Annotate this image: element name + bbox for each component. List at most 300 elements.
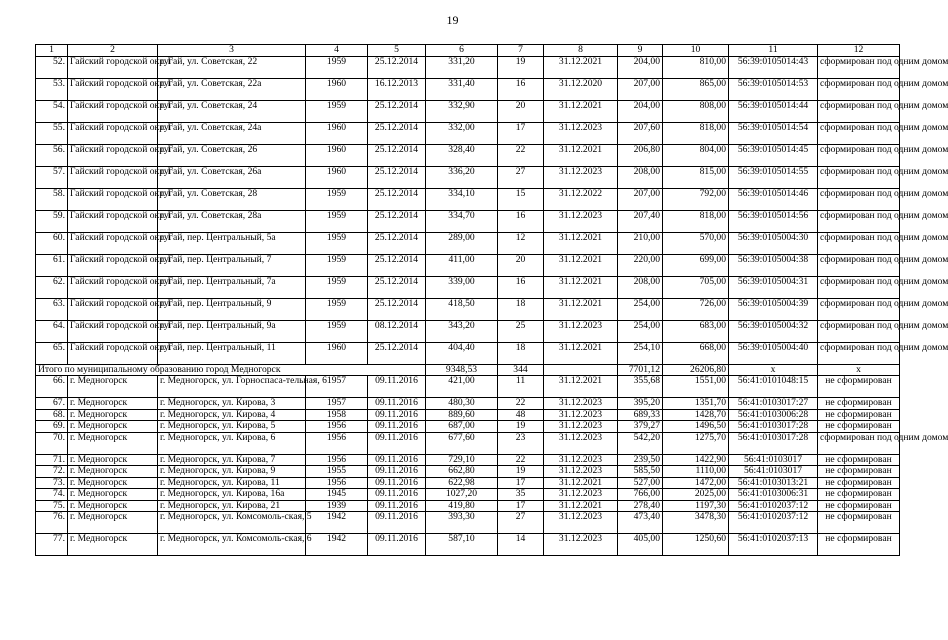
cadastral-number-cell: 56:41:0103017:28 <box>729 421 818 433</box>
cadastral-value-cell: 699,00 <box>663 254 729 276</box>
municipality-cell: Гайский городской округ <box>68 210 158 232</box>
resettlement-date-cell: 31.12.2021 <box>544 56 618 78</box>
address-cell: г. Гай, ул. Советская, 26 <box>158 144 306 166</box>
build-year-cell: 1959 <box>306 298 368 320</box>
land-area-cell: 210,00 <box>618 232 663 254</box>
total-area-cell: 339,00 <box>426 276 498 298</box>
address-cell: г. Гай, ул. Советская, 22а <box>158 78 306 100</box>
cadastral-number-cell: 56:39:0105004:39 <box>729 298 818 320</box>
land-area-cell: 278,40 <box>618 500 663 512</box>
resettlement-date-cell: 31.12.2023 <box>544 166 618 188</box>
municipality-cell: Гайский городской округ <box>68 56 158 78</box>
land-area-cell: 405,00 <box>618 534 663 556</box>
resettlement-date-cell: 31.12.2023 <box>544 512 618 534</box>
cadastral-number-cell: 56:41:0102037:12 <box>729 500 818 512</box>
survey-date-cell: 25.12.2014 <box>368 56 426 78</box>
row-number-cell: 77. <box>36 534 68 556</box>
land-area-cell: 254,10 <box>618 342 663 364</box>
land-status-cell: сформирован под одним домом <box>818 232 900 254</box>
residents-cell: 17 <box>498 122 544 144</box>
land-status-cell: не сформирован <box>818 409 900 421</box>
residents-cell: 22 <box>498 454 544 466</box>
build-year-cell: 1955 <box>306 466 368 478</box>
resettlement-date-cell: 31.12.2020 <box>544 78 618 100</box>
cadastral-value-cell: 1472,00 <box>663 477 729 489</box>
residents-cell: 25 <box>498 320 544 342</box>
residents-cell: 14 <box>498 534 544 556</box>
row-number-cell: 62. <box>36 276 68 298</box>
table-row <box>36 276 900 298</box>
land-status-cell: сформирован под одним домом <box>818 100 900 122</box>
build-year-cell: 1960 <box>306 144 368 166</box>
total-area-cell: 334,70 <box>426 210 498 232</box>
build-year-cell: 1956 <box>306 454 368 466</box>
row-number-cell: 71. <box>36 454 68 466</box>
build-year-cell: 1956 <box>306 421 368 433</box>
land-status-cell: сформирован под одним домом <box>818 342 900 364</box>
cadastral-value-cell: 1250,60 <box>663 534 729 556</box>
residents-cell: 17 <box>498 500 544 512</box>
address-cell: г. Гай, ул. Советская, 24а <box>158 122 306 144</box>
survey-date-cell: 09.11.2016 <box>368 421 426 433</box>
header-cell: 6 <box>426 45 498 57</box>
address-cell: г. Медногорск, ул. Комсомоль-ская, 6 <box>158 534 306 556</box>
address-cell: г. Медногорск, ул. Горноспаса-тельная, 6 <box>158 376 306 398</box>
address-cell: г. Гай, ул. Советская, 24 <box>158 100 306 122</box>
cadastral-value-cell: 804,00 <box>663 144 729 166</box>
cadastral-value-cell: 705,00 <box>663 276 729 298</box>
survey-date-cell: 09.11.2016 <box>368 409 426 421</box>
total-area-cell: 480,30 <box>426 398 498 410</box>
row-number-cell: 75. <box>36 500 68 512</box>
cadastral-number-cell: 56:39:0105014:44 <box>729 100 818 122</box>
land-area-cell: 206,80 <box>618 144 663 166</box>
residents-cell: 16 <box>498 78 544 100</box>
row-number-cell: 59. <box>36 210 68 232</box>
survey-date-cell: 25.12.2014 <box>368 122 426 144</box>
municipality-cell: Гайский городской округ <box>68 144 158 166</box>
table-row <box>36 342 900 364</box>
table-row <box>36 210 900 232</box>
survey-date-cell: 09.11.2016 <box>368 376 426 398</box>
row-number-cell: 74. <box>36 489 68 501</box>
survey-date-cell: 09.11.2016 <box>368 432 426 454</box>
cadastral-number-cell: 56:41:0103013:21 <box>729 477 818 489</box>
total-area-cell: 334,10 <box>426 188 498 210</box>
build-year-cell: 1959 <box>306 188 368 210</box>
build-year-cell: 1959 <box>306 210 368 232</box>
address-cell: г. Медногорск, ул. Комсомоль-ская, 5 <box>158 512 306 534</box>
build-year-cell: 1957 <box>306 398 368 410</box>
table-row <box>36 122 900 144</box>
header-cell: 4 <box>306 45 368 57</box>
municipality-cell: Гайский городской округ <box>68 122 158 144</box>
survey-date-cell: 09.11.2016 <box>368 512 426 534</box>
cadastral-value-cell: 1496,50 <box>663 421 729 433</box>
table-row <box>36 100 900 122</box>
land-area-cell: 207,00 <box>618 78 663 100</box>
cadastral-value-cell: 818,00 <box>663 122 729 144</box>
total-area-cell: 418,50 <box>426 298 498 320</box>
total-cell <box>544 364 618 376</box>
row-number-cell: 72. <box>36 466 68 478</box>
resettlement-date-cell: 31.12.2023 <box>544 454 618 466</box>
total-cell: х <box>818 364 900 376</box>
address-cell: г. Гай, ул. Советская, 22 <box>158 56 306 78</box>
land-status-cell: сформирован под одним домом <box>818 78 900 100</box>
cadastral-value-cell: 683,00 <box>663 320 729 342</box>
survey-date-cell: 25.12.2014 <box>368 188 426 210</box>
land-area-cell: 473,40 <box>618 512 663 534</box>
table-row <box>36 376 900 398</box>
residents-cell: 19 <box>498 466 544 478</box>
total-cell: 344 <box>498 364 544 376</box>
municipality-cell: г. Медногорск <box>68 477 158 489</box>
cadastral-value-cell: 815,00 <box>663 166 729 188</box>
municipality-cell: г. Медногорск <box>68 489 158 501</box>
land-status-cell: не сформирован <box>818 477 900 489</box>
total-area-cell: 622,98 <box>426 477 498 489</box>
address-cell: г. Гай, пер. Центральный, 9 <box>158 298 306 320</box>
cadastral-value-cell: 570,00 <box>663 232 729 254</box>
address-cell: г. Гай, пер. Центральный, 5а <box>158 232 306 254</box>
land-status-cell: не сформирован <box>818 466 900 478</box>
cadastral-value-cell: 792,00 <box>663 188 729 210</box>
build-year-cell: 1960 <box>306 78 368 100</box>
residents-cell: 15 <box>498 188 544 210</box>
municipality-cell: Гайский городской округ <box>68 320 158 342</box>
land-status-cell: не сформирован <box>818 534 900 556</box>
municipality-cell: Гайский городской округ <box>68 298 158 320</box>
header-cell: 7 <box>498 45 544 57</box>
table-row <box>36 78 900 100</box>
cadastral-number-cell: 56:41:0102037:12 <box>729 512 818 534</box>
cadastral-value-cell: 2025,00 <box>663 489 729 501</box>
survey-date-cell: 25.12.2014 <box>368 144 426 166</box>
table-body <box>36 55 948 556</box>
total-row <box>36 364 900 376</box>
land-status-cell: не сформирован <box>818 489 900 501</box>
total-area-cell: 662,80 <box>426 466 498 478</box>
municipality-cell: г. Медногорск <box>68 409 158 421</box>
residents-cell: 23 <box>498 432 544 454</box>
survey-date-cell: 09.11.2016 <box>368 489 426 501</box>
address-cell: г. Гай, пер. Центральный, 7а <box>158 276 306 298</box>
residents-cell: 16 <box>498 210 544 232</box>
total-area-cell: 289,00 <box>426 232 498 254</box>
land-status-cell: не сформирован <box>818 376 900 398</box>
resettlement-date-cell: 31.12.2021 <box>544 144 618 166</box>
survey-date-cell: 09.11.2016 <box>368 477 426 489</box>
resettlement-date-cell: 31.12.2021 <box>544 100 618 122</box>
residents-cell: 17 <box>498 477 544 489</box>
land-area-cell: 355,68 <box>618 376 663 398</box>
cadastral-value-cell: 3478,30 <box>663 512 729 534</box>
row-number-cell: 56. <box>36 144 68 166</box>
survey-date-cell: 25.12.2014 <box>368 254 426 276</box>
header-cell: 5 <box>368 45 426 57</box>
land-area-cell: 689,33 <box>618 409 663 421</box>
survey-date-cell: 08.12.2014 <box>368 320 426 342</box>
address-cell: г. Медногорск, ул. Кирова, 3 <box>158 398 306 410</box>
land-status-cell: сформирован под одним домом <box>818 254 900 276</box>
survey-date-cell: 25.12.2014 <box>368 166 426 188</box>
municipality-cell: Гайский городской округ <box>68 188 158 210</box>
survey-date-cell: 09.11.2016 <box>368 534 426 556</box>
resettlement-date-cell: 31.12.2021 <box>544 276 618 298</box>
municipality-cell: Гайский городской округ <box>68 78 158 100</box>
land-area-cell: 204,00 <box>618 100 663 122</box>
resettlement-date-cell: 31.12.2023 <box>544 466 618 478</box>
address-cell: г. Гай, ул. Советская, 28 <box>158 188 306 210</box>
cadastral-value-cell: 808,00 <box>663 100 729 122</box>
row-number-cell: 58. <box>36 188 68 210</box>
total-area-cell: 343,20 <box>426 320 498 342</box>
land-status-cell: сформирован под одним домом <box>818 298 900 320</box>
land-area-cell: 527,00 <box>618 477 663 489</box>
land-area-cell: 585,50 <box>618 466 663 478</box>
total-area-cell: 332,00 <box>426 122 498 144</box>
row-number-cell: 66. <box>36 376 68 398</box>
cadastral-value-cell: 1422,90 <box>663 454 729 466</box>
total-area-cell: 411,00 <box>426 254 498 276</box>
address-cell: г. Медногорск, ул. Кирова, 21 <box>158 500 306 512</box>
cadastral-number-cell: 56:39:0105004:38 <box>729 254 818 276</box>
land-status-cell: не сформирован <box>818 398 900 410</box>
cadastral-value-cell: 1551,00 <box>663 376 729 398</box>
build-year-cell: 1959 <box>306 56 368 78</box>
residents-cell: 11 <box>498 376 544 398</box>
table-row <box>36 421 900 433</box>
resettlement-date-cell: 31.12.2023 <box>544 210 618 232</box>
cadastral-number-cell: 56:41:0103006:31 <box>729 489 818 501</box>
table-row <box>36 534 900 556</box>
survey-date-cell: 09.11.2016 <box>368 398 426 410</box>
land-status-cell: сформирован под одним домом <box>818 56 900 78</box>
row-number-cell: 70. <box>36 432 68 454</box>
survey-date-cell: 25.12.2014 <box>368 342 426 364</box>
cadastral-number-cell: 56:41:0103017 <box>729 454 818 466</box>
address-cell: г. Медногорск, ул. Кирова, 7 <box>158 454 306 466</box>
total-area-cell: 687,00 <box>426 421 498 433</box>
cadastral-number-cell: 56:39:0105004:30 <box>729 232 818 254</box>
land-status-cell: сформирован под одним домом <box>818 144 900 166</box>
survey-date-cell: 25.12.2014 <box>368 298 426 320</box>
table-row <box>36 298 900 320</box>
municipality-cell: г. Медногорск <box>68 454 158 466</box>
resettlement-date-cell: 31.12.2023 <box>544 122 618 144</box>
table-row <box>36 398 900 410</box>
row-number-cell: 57. <box>36 166 68 188</box>
residents-cell: 19 <box>498 56 544 78</box>
cadastral-value-cell: 1197,30 <box>663 500 729 512</box>
cadastral-number-cell: 56:41:0103017:28 <box>729 432 818 454</box>
row-number-cell: 69. <box>36 421 68 433</box>
address-cell: г. Медногорск, ул. Кирова, 5 <box>158 421 306 433</box>
land-status-cell: сформирован под одним домом <box>818 122 900 144</box>
residents-cell: 19 <box>498 421 544 433</box>
municipality-cell: Гайский городской округ <box>68 100 158 122</box>
total-cell: Итого по муниципальному образованию город Медногорск <box>36 364 426 376</box>
total-area-cell: 332,90 <box>426 100 498 122</box>
address-cell: г. Медногорск, ул. Кирова, 16а <box>158 489 306 501</box>
municipality-cell: г. Медногорск <box>68 376 158 398</box>
residents-cell: 18 <box>498 342 544 364</box>
address-cell: г. Гай, пер. Центральный, 9а <box>158 320 306 342</box>
municipality-cell: г. Медногорск <box>68 398 158 410</box>
build-year-cell: 1959 <box>306 320 368 342</box>
cadastral-number-cell: 56:39:0105004:31 <box>729 276 818 298</box>
cadastral-value-cell: 1351,70 <box>663 398 729 410</box>
resettlement-date-cell: 31.12.2021 <box>544 376 618 398</box>
build-year-cell: 1960 <box>306 122 368 144</box>
municipality-cell: г. Медногорск <box>68 432 158 454</box>
table-header <box>36 45 900 57</box>
land-area-cell: 766,00 <box>618 489 663 501</box>
land-area-cell: 207,60 <box>618 122 663 144</box>
build-year-cell: 1942 <box>306 512 368 534</box>
resettlement-date-cell: 31.12.2021 <box>544 298 618 320</box>
land-status-cell: не сформирован <box>818 500 900 512</box>
total-area-cell: 393,30 <box>426 512 498 534</box>
cadastral-value-cell: 668,00 <box>663 342 729 364</box>
land-area-cell: 254,00 <box>618 298 663 320</box>
build-year-cell: 1958 <box>306 409 368 421</box>
resettlement-date-cell: 31.12.2021 <box>544 500 618 512</box>
survey-date-cell: 16.12.2013 <box>368 78 426 100</box>
resettlement-date-cell: 31.12.2023 <box>544 534 618 556</box>
table-row <box>36 500 900 512</box>
resettlement-date-cell: 31.12.2021 <box>544 254 618 276</box>
build-year-cell: 1959 <box>306 100 368 122</box>
resettlement-date-cell: 31.12.2023 <box>544 409 618 421</box>
land-status-cell: сформирован под одним домом <box>818 276 900 298</box>
cadastral-number-cell: 56:41:0103006:28 <box>729 409 818 421</box>
land-status-cell: сформирован под одним домом <box>818 432 900 454</box>
cadastral-number-cell: 56:39:0105014:55 <box>729 166 818 188</box>
header-cell: 9 <box>618 45 663 57</box>
land-area-cell: 542,20 <box>618 432 663 454</box>
land-status-cell: не сформирован <box>818 421 900 433</box>
total-area-cell: 1027,20 <box>426 489 498 501</box>
survey-date-cell: 09.11.2016 <box>368 500 426 512</box>
residents-cell: 22 <box>498 398 544 410</box>
survey-date-cell: 25.12.2014 <box>368 276 426 298</box>
cadastral-number-cell: 56:39:0105004:40 <box>729 342 818 364</box>
total-area-cell: 729,10 <box>426 454 498 466</box>
header-row <box>36 45 900 57</box>
build-year-cell: 1959 <box>306 232 368 254</box>
address-cell: г. Гай, ул. Советская, 26а <box>158 166 306 188</box>
header-cell: 11 <box>729 45 818 57</box>
row-number-cell: 63. <box>36 298 68 320</box>
land-status-cell: не сформирован <box>818 454 900 466</box>
address-cell: г. Медногорск, ул. Кирова, 6 <box>158 432 306 454</box>
land-status-cell: не сформирован <box>818 512 900 534</box>
municipality-cell: г. Медногорск <box>68 466 158 478</box>
row-number-cell: 60. <box>36 232 68 254</box>
survey-date-cell: 25.12.2014 <box>368 210 426 232</box>
resettlement-date-cell: 31.12.2023 <box>544 432 618 454</box>
municipality-cell: Гайский городской округ <box>68 342 158 364</box>
survey-date-cell: 25.12.2014 <box>368 100 426 122</box>
resettlement-date-cell: 31.12.2023 <box>544 489 618 501</box>
residents-cell: 27 <box>498 512 544 534</box>
cadastral-value-cell: 865,00 <box>663 78 729 100</box>
table-row <box>36 512 900 534</box>
header-cell: 3 <box>158 45 306 57</box>
header-cell: 1 <box>36 45 68 57</box>
land-status-cell: сформирован под одним домом <box>818 320 900 342</box>
land-area-cell: 208,00 <box>618 276 663 298</box>
cadastral-number-cell: 56:39:0105004:32 <box>729 320 818 342</box>
land-area-cell: 395,20 <box>618 398 663 410</box>
cadastral-number-cell: 56:39:0105014:43 <box>729 56 818 78</box>
survey-date-cell: 25.12.2014 <box>368 232 426 254</box>
residents-cell: 35 <box>498 489 544 501</box>
total-cell: 9348,53 <box>426 364 498 376</box>
resettlement-date-cell: 31.12.2023 <box>544 320 618 342</box>
table-row <box>36 409 900 421</box>
municipality-cell: Гайский городской округ <box>68 254 158 276</box>
address-cell: г. Медногорск, ул. Кирова, 9 <box>158 466 306 478</box>
land-status-cell: сформирован под одним домом <box>818 166 900 188</box>
address-cell: г. Медногорск, ул. Кирова, 11 <box>158 477 306 489</box>
page-number: 19 <box>446 13 459 27</box>
total-area-cell: 404,40 <box>426 342 498 364</box>
cadastral-number-cell: 56:39:0105014:45 <box>729 144 818 166</box>
land-area-cell: 207,00 <box>618 188 663 210</box>
row-number-cell: 67. <box>36 398 68 410</box>
address-cell: г. Гай, пер. Центральный, 7 <box>158 254 306 276</box>
land-status-cell: сформирован под одним домом <box>818 210 900 232</box>
resettlement-date-cell: 31.12.2023 <box>544 421 618 433</box>
land-area-cell: 239,50 <box>618 454 663 466</box>
build-year-cell: 1960 <box>306 166 368 188</box>
resettlement-date-cell: 31.12.2023 <box>544 398 618 410</box>
total-area-cell: 336,20 <box>426 166 498 188</box>
row-number-cell: 52. <box>36 56 68 78</box>
row-number-cell: 61. <box>36 254 68 276</box>
cadastral-number-cell: 56:39:0105014:54 <box>729 122 818 144</box>
build-year-cell: 1960 <box>306 342 368 364</box>
table-row <box>36 188 900 210</box>
total-cell: 26206,80 <box>663 364 729 376</box>
cadastral-number-cell: 56:41:0101048:15 <box>729 376 818 398</box>
row-number-cell: 76. <box>36 512 68 534</box>
cadastral-value-cell: 1275,70 <box>663 432 729 454</box>
cadastral-number-cell: 56:41:0103017:27 <box>729 398 818 410</box>
municipality-cell: г. Медногорск <box>68 512 158 534</box>
cadastral-number-cell: 56:39:0105014:53 <box>729 78 818 100</box>
table-row <box>36 144 900 166</box>
residents-cell: 27 <box>498 166 544 188</box>
municipality-cell: г. Медногорск <box>68 421 158 433</box>
cadastral-value-cell: 726,00 <box>663 298 729 320</box>
cadastral-number-cell: 56:39:0105014:46 <box>729 188 818 210</box>
residents-cell: 20 <box>498 100 544 122</box>
cadastral-value-cell: 1110,00 <box>663 466 729 478</box>
land-area-cell: 207,40 <box>618 210 663 232</box>
total-area-cell: 677,60 <box>426 432 498 454</box>
total-area-cell: 889,60 <box>426 409 498 421</box>
cadastral-value-cell: 1428,70 <box>663 409 729 421</box>
total-cell: 7701,12 <box>618 364 663 376</box>
cadastral-number-cell: 56:39:0105014:56 <box>729 210 818 232</box>
municipality-cell: Гайский городской округ <box>68 276 158 298</box>
land-status-cell: сформирован под одним домом <box>818 188 900 210</box>
total-area-cell: 587,10 <box>426 534 498 556</box>
